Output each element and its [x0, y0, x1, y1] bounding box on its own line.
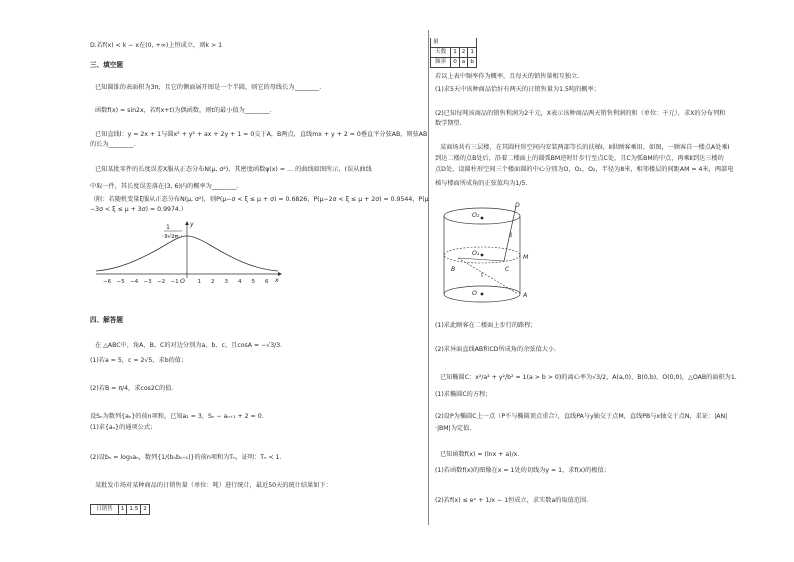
question-function: 函数f(x) = sin2x，若f(x+t)为偶函数，则t的最小值为________. [95, 107, 272, 114]
table-row-label: 频率 [431, 58, 451, 68]
question-normal-2: 中取一件，其长度误差落在(3, 6)内的概率为________. [90, 183, 239, 190]
graph-x-label: x [275, 277, 279, 284]
function-question: 已知函数f(x) = (lnx + a)/x. [440, 451, 520, 458]
right-line-1: 若以上表中频率作为概率，且每天的销售量相互独立. [435, 73, 580, 80]
table-cell: 1 [118, 505, 127, 515]
arch-text-1: 某商场共有三层楼，在其圆柱形空间内安装两部等长的扶梯Ⅰ，Ⅱ供顾客乘用，如图，一顾客自一楼点A处乘Ⅰ [440, 144, 730, 151]
arch-text-4: 梯与楼面所成角的正弦值均为1/5. [435, 180, 528, 187]
question-normal-1: 已知某批零件的长度误差X服从正态分布N(μ, σ²)，其密度函数φ(x) = … 的曲线如图所示，(误从曲线 [95, 166, 372, 173]
graph-peak-denominator: 3√2π [164, 234, 179, 240]
cylinder-question-2: (2)求异面直线AB和CD所成角的余弦值大小. [435, 346, 557, 353]
function-question-2: (2)若f(x) ≤ eˣ + 1/x − 1恒成立，求实数a的取值范围. [435, 497, 589, 504]
ellipse-question: 已知椭圆C：x²/a² + y²/b² = 1(a > b > 0)的离心率为√3/2，A(a,0)，B(0,b)，O(0,0)，△OAB的面积为1. [440, 374, 737, 381]
label-i: Ⅰ [481, 272, 483, 279]
question-triangle-2: (2)若B = π/4，求cos2C的值. [90, 385, 174, 392]
graph-tick-label: 6 [265, 279, 269, 285]
graph-tick-label: −6 [103, 279, 112, 285]
question-cone: 已知圆锥的表面积为3π，且它的侧面展开图是一个半圆，则它的母线长为________. [95, 84, 322, 91]
graph-tick-label: −3 [143, 279, 152, 285]
question-sequence-2: (2)设bₙ = log₃aₙ，数列{1/(bₙbₙ₊₁)}的前n项和为Tₙ，证明：Tₙ < 1. [90, 454, 282, 461]
graph-tick-label: 4 [238, 279, 242, 285]
graph-peak-numerator: 1 [166, 224, 170, 231]
label-m: M [523, 254, 529, 261]
question-normal-3: （附：若随机变量ξ服从正态分布N(μ, σ²)，则P(μ−σ < ξ ≤ μ + σ) = 0.6826，P(μ−2σ < ξ ≤ μ + 2σ) = 0.9544，P(μ [90, 196, 429, 203]
column-divider [428, 30, 429, 525]
section-4-title: 四、解答题 [90, 316, 123, 324]
question-line-1: 已知直线l：y = 2x + 1与圆x² + y² + ax + 2y + 1 = 0交于A，B两点，直线mx + y + 2 = 0垂直平分弦AB，则弦AB [95, 131, 428, 138]
arch-text-3: 点D处，设圆柱形空间三个楼面圆的中心分别为O，O₁，O₂，半径为8米，相邻楼层的间距AM = 4米，两部电 [435, 166, 734, 173]
table-row-label: 量 [431, 38, 477, 48]
table-cell: 2 [141, 505, 150, 515]
table-label: 日销售 [91, 505, 119, 515]
graph-tick-label: −1 [170, 279, 179, 285]
graph-tick-label: 5 [251, 279, 256, 285]
label-b: B [451, 266, 456, 273]
table-cell: 0 [451, 58, 460, 68]
graph-tick-label: 2 [211, 279, 215, 285]
top-ellipse [444, 208, 520, 224]
center-o1 [481, 254, 484, 257]
table-cell: 1 [468, 48, 477, 58]
label-o: O [472, 290, 477, 297]
table-row-label: 天数 [431, 48, 451, 58]
function-question-1: (1)若函数f(x)的图像在x = 1处的切线为y = 1，求f(x)的极值； [435, 467, 610, 474]
label-a: A [523, 292, 528, 299]
cylinder-question-1: (1)求此顾客在二楼面上步行的路程； [435, 322, 537, 329]
question-normal-4: −3σ < ξ ≤ μ + 3σ) = 0.9974.） [90, 206, 187, 213]
x-axis-arrow [278, 272, 282, 276]
label-d: D [515, 202, 520, 209]
graph-tick-label: 1 [197, 279, 202, 285]
table-cell: 1 [451, 48, 460, 58]
cylinder-diagram [440, 198, 550, 313]
graph-tick-label: −5 [116, 279, 125, 285]
center-o [481, 293, 484, 296]
right-question-2a: (2)已知每吨该商品的销售利润为2千元，X表示该种商品两天销售利润的和（单位：千元），求X的分布列和 [435, 110, 726, 117]
option-d: D.若f(x) < k − x在(0, +∞)上恒成立，则k > 1 [90, 42, 223, 49]
ellipse-question-1: (1)求椭圆C的方程； [435, 391, 492, 398]
arc-bc [458, 258, 504, 261]
label-o2: O₂ [472, 212, 480, 219]
graph-tick-label: −4 [130, 279, 139, 285]
question-triangle: 在 △ABC中，角A、B、C的对边分别为a、b、c，且cosA = −√3/3. [95, 342, 283, 349]
table-cell: 1.5 [127, 505, 141, 515]
graph-origin-label: O [180, 278, 185, 285]
table-cell: b [468, 58, 477, 68]
label-c: C [505, 266, 510, 273]
center-o2 [481, 217, 484, 220]
sales-table-continued [430, 38, 477, 68]
ellipse-question-2a: (2)设P为椭圆C上一点（P不与椭圆顶点重合），直线PA与y轴交于点M，直线PB与x轴交于点N，求证：|AN| [435, 413, 728, 420]
question-triangle-1: (1)若a = 5，c = 2√5，求b的值； [90, 357, 188, 364]
label-ii: Ⅱ [509, 232, 513, 239]
question-sequence-1: (1)求{aₙ}的通项公式； [90, 424, 157, 431]
question-sequence: 设Sₙ为数列{aₙ}的前n项和，已知a₁ = 3，Sₙ − aₙ₊₁ + 2 = 0. [90, 413, 264, 420]
sales-table-top [90, 504, 150, 515]
y-axis-arrow [185, 221, 189, 225]
question-market: 某批发市场对某种商品的日销售量（单位：吨）进行统计，最近50天的统计结果如下： [95, 482, 332, 489]
section-3-title: 三、填空题 [90, 61, 123, 69]
graph-tick-label: 3 [224, 279, 229, 285]
graph-y-label: y [190, 221, 194, 228]
ellipse-question-2b: ·|BM|为定值. [435, 425, 472, 432]
right-question-2b: 数学期望. [435, 120, 462, 127]
table-cell: a [459, 58, 468, 68]
label-o1: O₁ [472, 250, 480, 257]
right-question-1: (1)求5天中该种商品恰好有两天的日销售量为1.5吨的概率； [435, 86, 600, 93]
arch-text-2: 到达二楼的点B处后，沿着二楼面上的圆弧BM逆时针步行至点C处，且C为弧BM的中点，再乘Ⅱ到达三楼的 [435, 155, 724, 162]
question-line-2: 的长为________. [90, 141, 136, 148]
table-cell: 2 [459, 48, 468, 58]
graph-tick-label: −2 [157, 279, 166, 285]
